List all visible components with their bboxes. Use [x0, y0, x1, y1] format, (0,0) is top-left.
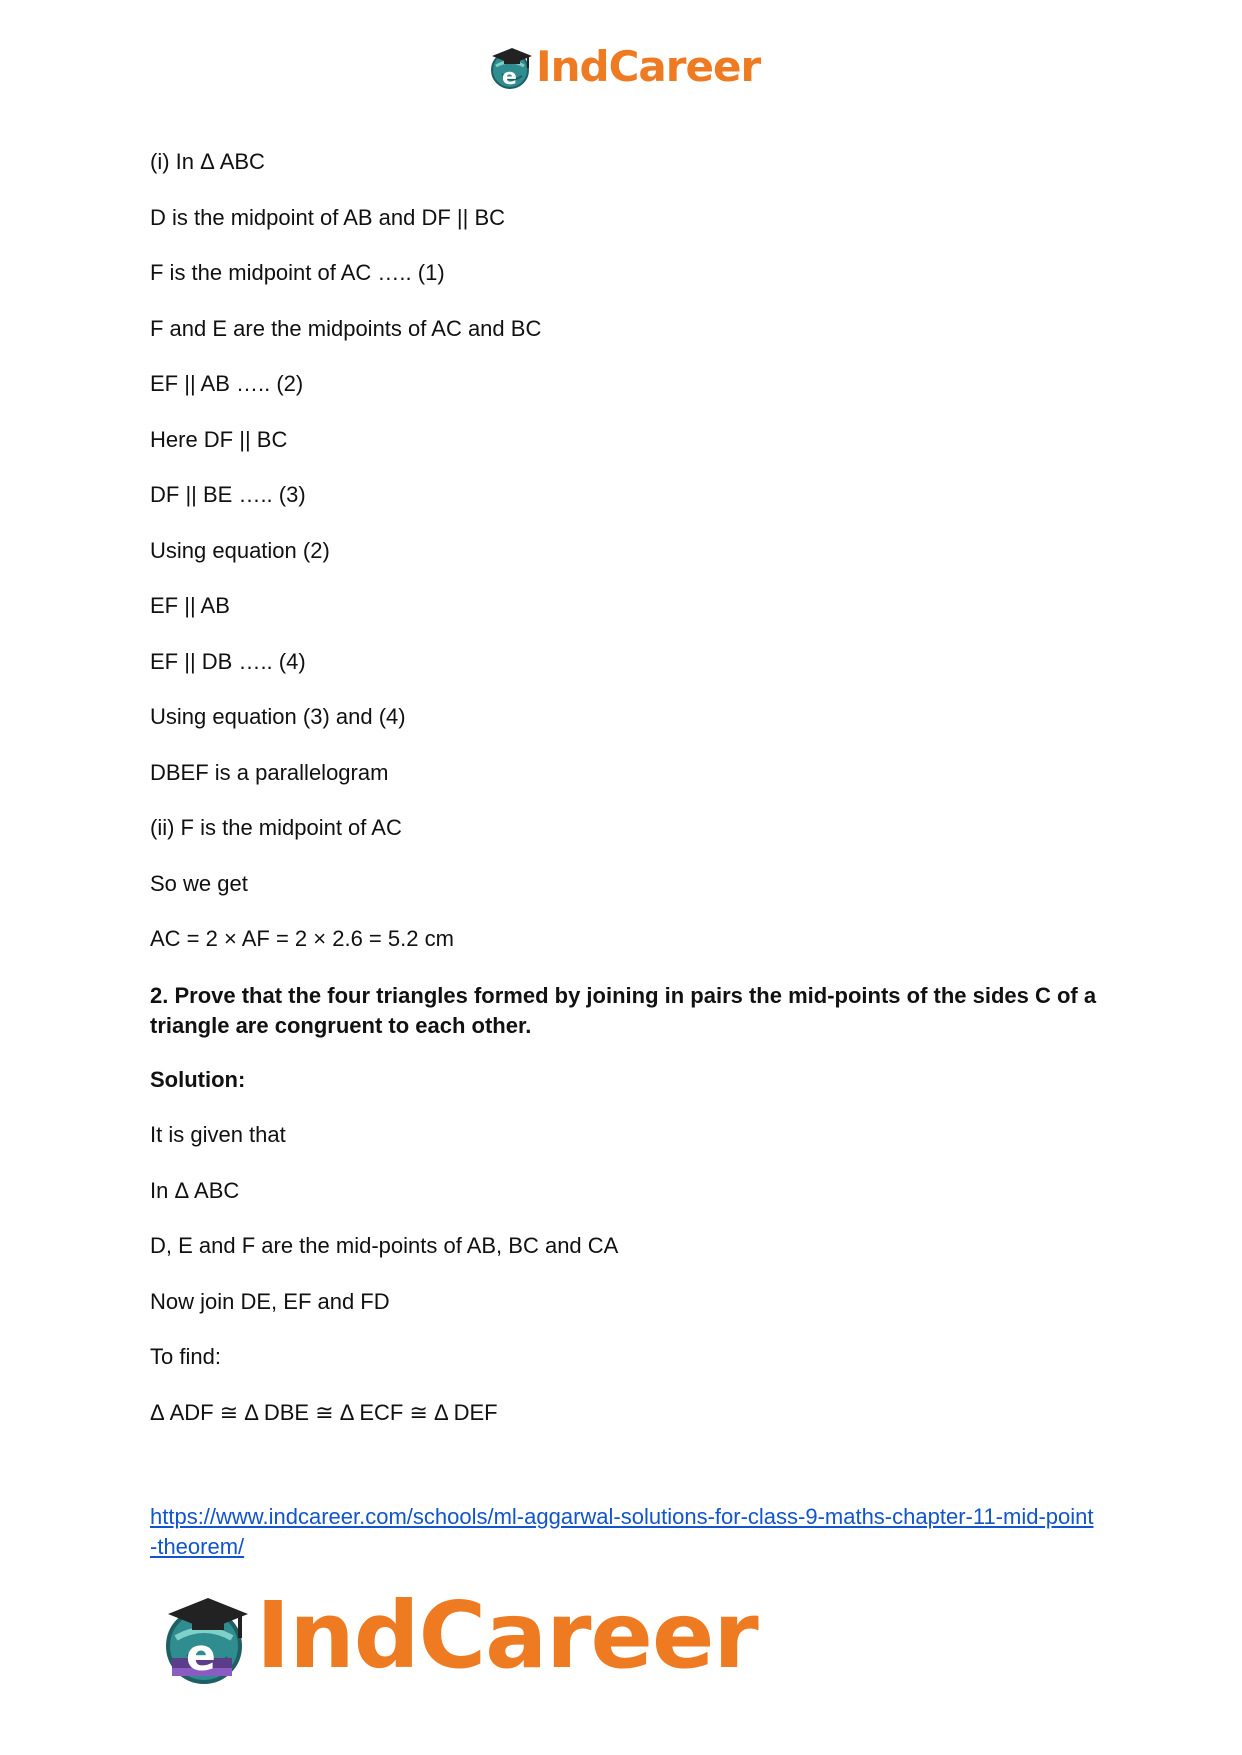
text-line: D is the midpoint of AB and DF || BC — [150, 204, 506, 230]
logo-wordmark: IndCareer — [536, 42, 761, 91]
solution-line: To find: — [150, 1344, 221, 1369]
text-line: F and E are the midpoints of AC and BC — [150, 315, 542, 341]
solution-line: Now join DE, EF and FD — [150, 1288, 390, 1314]
text-line: DF || BE ….. (3) — [150, 482, 306, 507]
text-line: DBEF is a parallelogram — [150, 759, 389, 785]
text-line: (i) In Δ ABC — [150, 149, 265, 174]
solution-line: It is given that — [150, 1122, 286, 1147]
text-line: F is the midpoint of AC ….. (1) — [150, 260, 445, 285]
logo-wordmark: IndCareer — [256, 1582, 758, 1689]
solution-line: Δ ADF ≅ Δ DBE ≅ Δ ECF ≅ Δ DEF — [150, 1399, 498, 1425]
text-line: (ii) F is the midpoint of AC — [150, 815, 402, 840]
solution-line: In Δ ABC — [150, 1177, 240, 1203]
svg-text:e: e — [502, 65, 517, 90]
solution-heading: Solution: — [150, 1066, 246, 1092]
footer-logo[interactable] — [160, 1578, 758, 1694]
text-line: So we get — [150, 870, 248, 896]
svg-text:e: e — [186, 1630, 216, 1681]
text-line: Using equation (2) — [150, 537, 330, 563]
graduation-globe-icon — [160, 1586, 252, 1686]
source-link[interactable]: https://www.indcareer.com/schools/ml-aggarwal-solutions-for-class-9-maths-chapter-11-mid-point-theorem/ — [150, 1504, 1094, 1559]
text-line: EF || DB ….. (4) — [150, 648, 306, 674]
graduation-globe-icon — [488, 44, 534, 90]
header-logo[interactable] — [488, 40, 760, 94]
text-line: EF || AB — [150, 593, 230, 618]
text-line: Using equation (3) and (4) — [150, 704, 406, 729]
solution-line: D, E and F are the mid-points of AB, BC and CA — [150, 1233, 619, 1258]
document-body — [150, 148, 1100, 1454]
text-line: AC = 2 × AF = 2 × 2.6 = 5.2 cm — [150, 926, 454, 951]
text-line: EF || AB ….. (2) — [150, 371, 304, 396]
text-line: Here DF || BC — [150, 426, 288, 452]
question-heading: 2. Prove that the four triangles formed by joining in pairs the mid-points of the sides C of a triangle are congruent to each other. — [150, 982, 1097, 1038]
